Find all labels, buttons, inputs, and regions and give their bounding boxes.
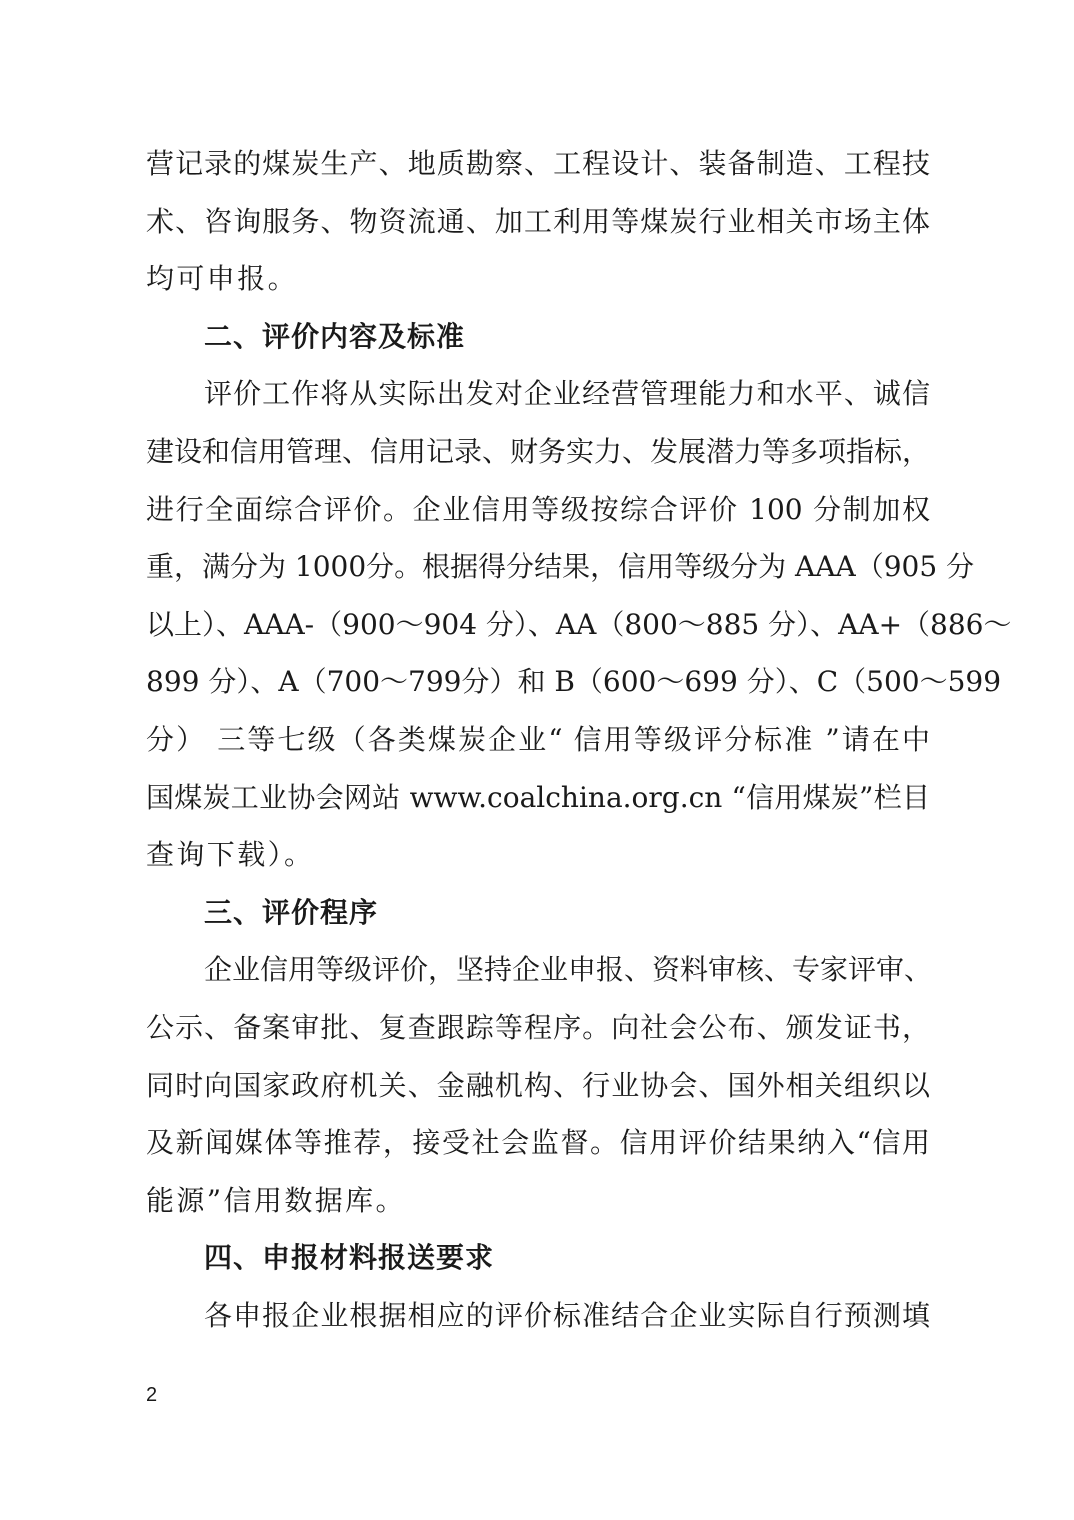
text-line: 均可申报。 [146, 262, 299, 296]
paragraph [146, 365, 1012, 883]
text-line: 分） 三等七级（各类煤炭企业“ 信用等级评分标准 ”请在中 [146, 722, 930, 756]
text-line: 同时向国家政府机关、金融机构、行业协会、国外相关组织以 [146, 1068, 930, 1102]
text-line: 企业信用等级评价，坚持企业申报、资料审核、专家评审、 [204, 953, 933, 987]
text-line: 899 分）、A（700～799分）和 B（600～699 分）、C（500～599 [146, 665, 1002, 699]
text-line: 能源”信用数据库。 [146, 1183, 406, 1217]
page-number: 2 [146, 1384, 158, 1406]
text-line: 术、咨询服务、物资流通、加工利用等煤炭行业相关市场主体 [146, 204, 930, 238]
section-heading: 四、申报材料报送要求 [204, 1241, 495, 1275]
section-heading: 二、评价内容及标准 [204, 319, 466, 353]
section-heading: 三、评价程序 [204, 895, 379, 929]
text-line: 进行全面综合评价。企业信用等级按综合评价 100 分制加权 [146, 492, 930, 526]
text-line: 及新闻媒体等推荐，接受社会监督。信用评价结果纳入“信用 [146, 1126, 930, 1160]
text-line: 营记录的煤炭生产、地质勘察、工程设计、装备制造、工程技 [146, 147, 930, 180]
text-line: 建设和信用管理、信用记录、财务实力、发展潜力等多项指标， [146, 434, 931, 468]
text-line: 查询下载）。 [146, 838, 315, 872]
text-line: 评价工作将从实际出发对企业经营管理能力和水平、诚信 [204, 377, 930, 411]
text-line: 公示、备案审批、复查跟踪等程序。向社会公布、颁发证书， [146, 1010, 930, 1044]
paragraph [146, 1287, 930, 1345]
paragraph [146, 941, 933, 1229]
text-line: 重，满分为 1000分。根据得分结果，信用等级分为 AAA（905 分 [146, 550, 975, 584]
paragraph [146, 135, 930, 308]
text-line: 国煤炭工业协会网站 www.coalchina.org.cn “信用煤炭”栏目 [146, 780, 930, 814]
document-body [146, 135, 1012, 1344]
text-line: 各申报企业根据相应的评价标准结合企业实际自行预测填 [204, 1298, 930, 1332]
text-line: 以上）、AAA-（900～904 分）、AA（800～885 分）、AA+（886～ [146, 607, 1012, 641]
